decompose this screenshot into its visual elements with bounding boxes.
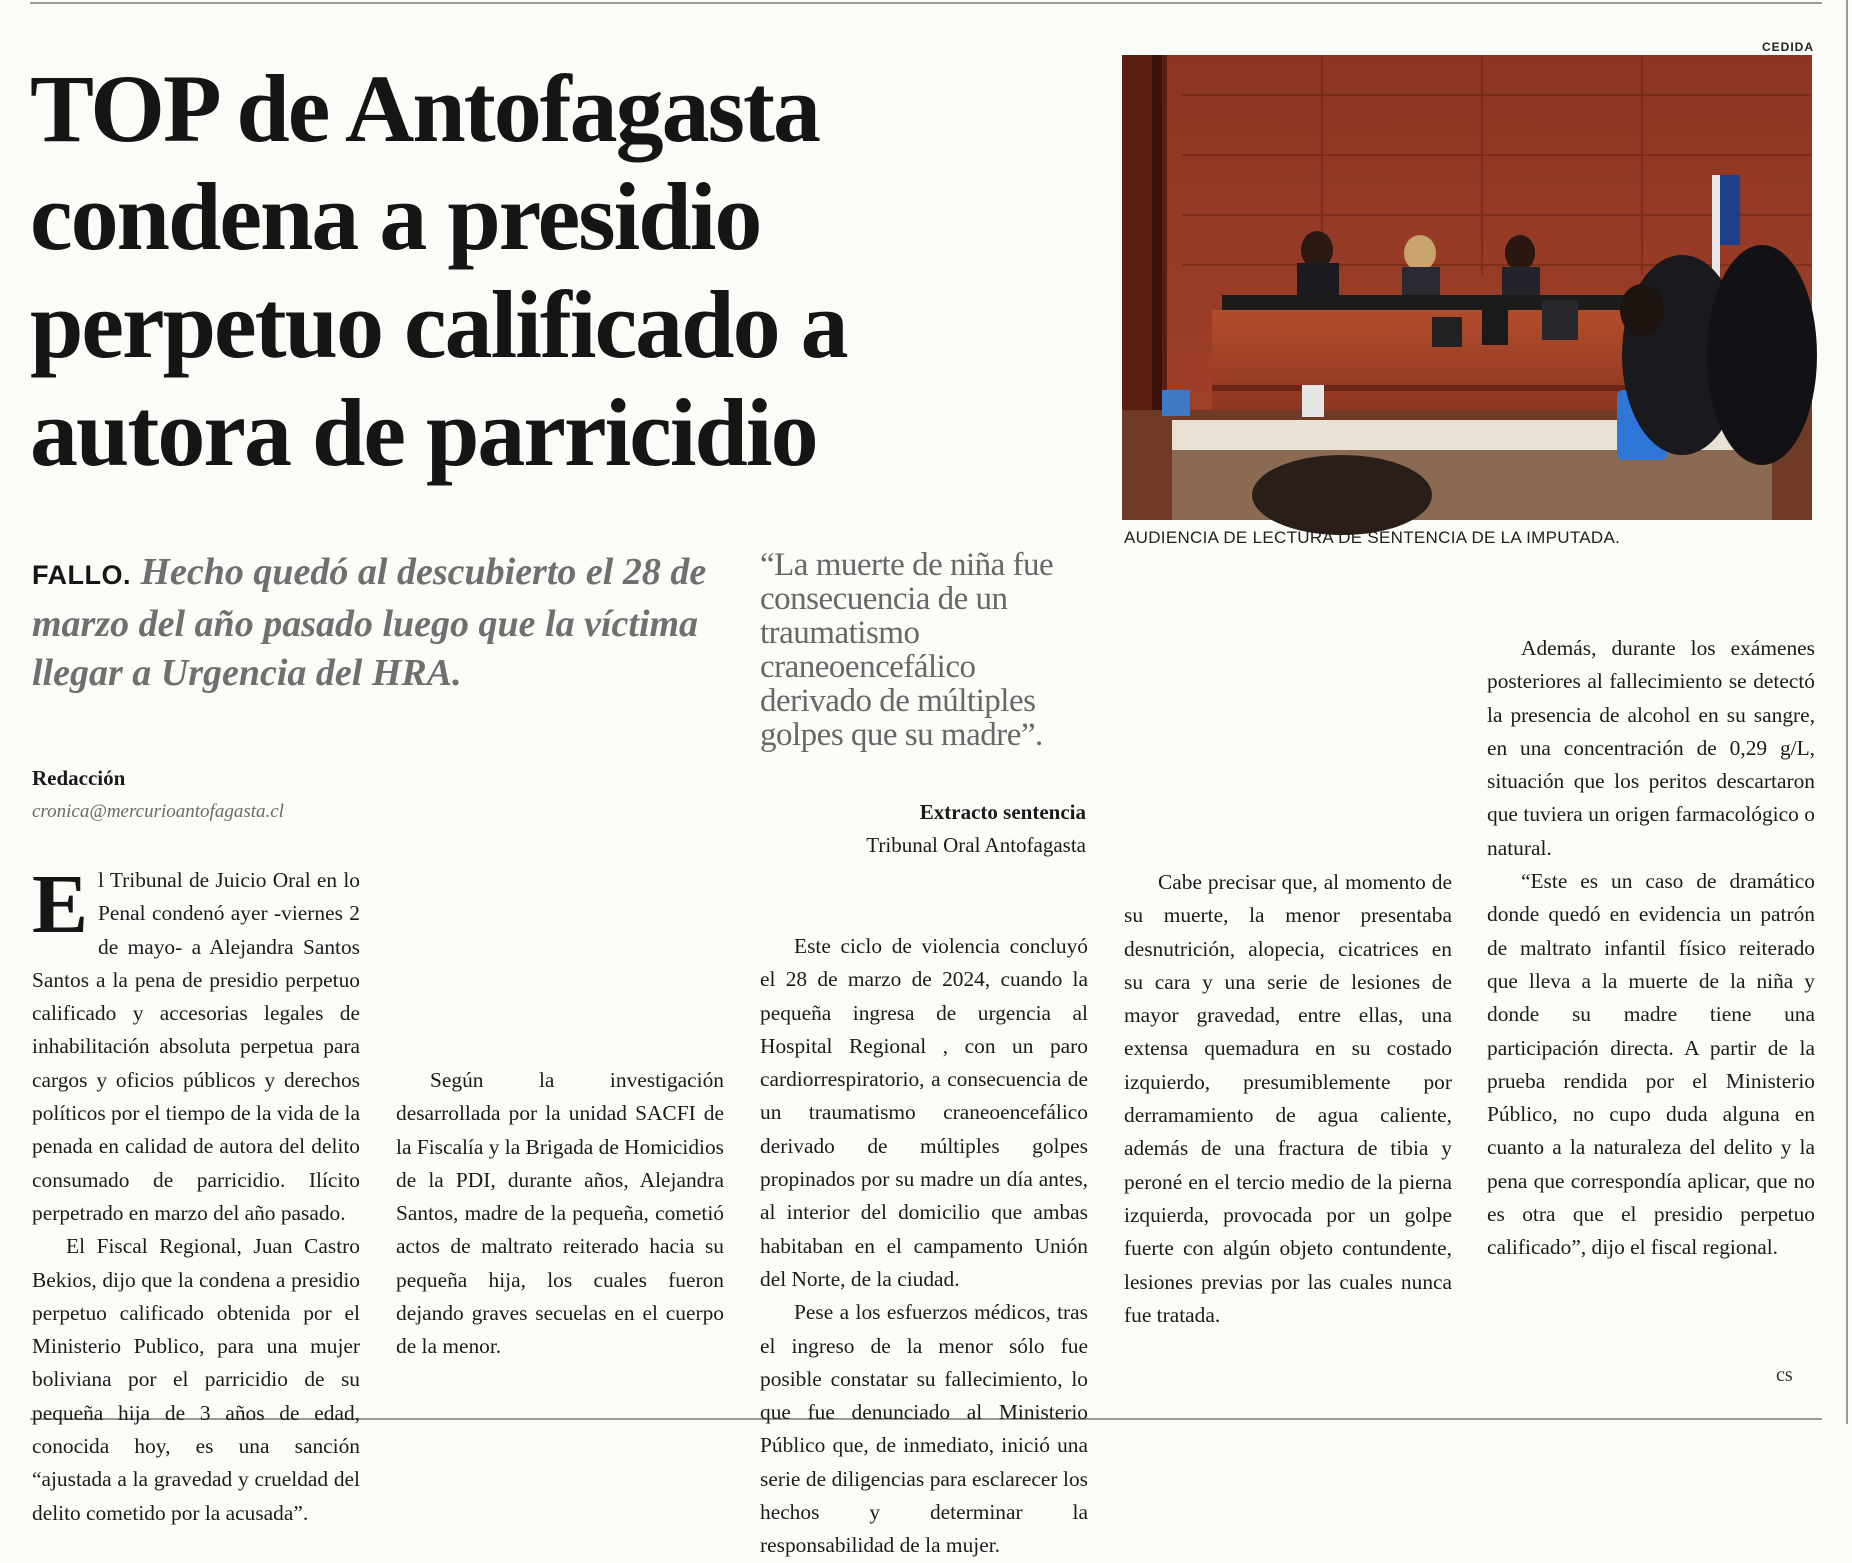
byline-author: Redacción — [32, 766, 126, 790]
quote-source-name: Tribunal Oral Antofagasta — [866, 833, 1086, 857]
article-column-5 — [1487, 632, 1815, 1392]
deck-label: FALLO. — [32, 560, 131, 590]
article-column-3 — [760, 930, 1088, 1558]
article-paragraph — [760, 1296, 1088, 1562]
byline — [32, 762, 362, 828]
end-mark-icon: cs — [1776, 1364, 1793, 1386]
article-paragraph — [1124, 866, 1452, 1332]
headline: TOP de Antofagasta condena a presidio perpetuo calificado a autora de parricidio — [30, 55, 847, 486]
paragraph-text: El Fiscal Regional, Juan Castro Bekios, dijo que la condena a presidio perpetuo calificado obtenida por el Ministerio Publico, para una mujer boliviana por el parricidio de su pequeña hija de 3 años de edad, conocida hoy, es una sanción “ajustada a la gravedad y crueldad del delito cometido por la acusada”. — [32, 1234, 360, 1525]
article-paragraph — [32, 858, 360, 1230]
paragraph-text: l Tribunal de Juicio Oral en lo Penal condenó ayer -viernes 2 de mayo- a Alejandra Santos Santos a la pena de presidio perpetuo calificado y accesorias legales de inhabilitación absoluta perpetua para cargos y oficios públicos y derechos políticos por el tiempo de la vida de la penada en calidad de autora del delito consumado de parricidio. Ilícito perpetrado en marzo del año pasado. — [32, 868, 360, 1225]
quote-source — [760, 796, 1086, 862]
article-paragraph — [760, 930, 1088, 1296]
quote-source-title: Extracto sentencia — [919, 800, 1086, 824]
article-column-4 — [1124, 598, 1452, 1392]
photo-caption: AUDIENCIA DE LECTURA DE SENTENCIA DE LA IMPUTADA. — [1124, 528, 1621, 547]
article-paragraph — [1487, 865, 1815, 1265]
pull-quote: “La muerte de niña fue consecuencia de un traumatismo craneoencefálico derivado de múltiples golpes que su madre”. — [760, 547, 1054, 753]
paragraph-text: Además, durante los exámenes posteriores al fallecimiento se detectó la presencia de alcohol en su sangre, en una concentración de 0,29 g/L, situación que los peritos descartaron que tuviera un origen farmacológico o natural. — [1487, 636, 1815, 860]
courtroom-photo — [1122, 55, 1812, 520]
article-paragraph — [1487, 632, 1815, 865]
article-column-2 — [396, 764, 724, 1392]
paragraph-text: Según la investigación desarrollada por la unidad SACFI de la Fiscalía y la Brigada de Homicidios de la PDI, durante años, Alejandra Santos, madre de la pequeña, cometió actos de maltrato reiterado hacia su pequeña hija, los cuales fueron dejando graves secuelas en el cuerpo de la menor. — [396, 1068, 724, 1359]
drop-cap: E — [32, 858, 89, 951]
paragraph-text: “Este es un caso de dramático donde quedó en evidencia un patrón de maltrato infantil físico reiterado que lleva a la muerte de la niña y donde su madre tiene una participación directa. A partir de la prueba rendida por el Ministerio Público, no cupo duda alguna en cuanto a la naturaleza del delito y la pena que correspondía aplicar, que no es otra que el presidio perpetuo calificado”, dijo el fiscal regional. — [1487, 869, 1815, 1260]
deck-text: Hecho quedó al descubierto el 28 de marzo del año pasado luego que la víctima llegar a Urgencia del HRA. — [32, 551, 707, 694]
byline-email[interactable]: cronica@mercurioantofagasta.cl — [32, 801, 284, 822]
article-paragraph — [32, 1230, 360, 1530]
article-paragraph — [396, 1064, 724, 1364]
right-rule — [1846, 0, 1848, 1424]
article-column-1 — [32, 858, 360, 1525]
photo-credit: CEDIDA — [1761, 40, 1814, 54]
deck — [32, 548, 732, 698]
paragraph-text: Cabe precisar que, al momento de su muerte, la menor presentaba desnutrición, alopecia, cicatrices en su cara y una serie de lesiones de mayor gravedad, entre ellas, una extensa quemadura en su costado izquierdo, presumiblemente por derramamiento de agua caliente, además de una fractura de tibia y peroné en el tercio medio de la pierna izquierda, provocada por un golpe fuerte con algún objeto contundente, lesiones previas por las cuales nunca fue tratada. — [1124, 870, 1452, 1327]
top-rule — [30, 2, 1822, 4]
paragraph-text: Pese a los esfuerzos médicos, tras el ingreso de la menor sólo fue posible constatar su fallecimiento, lo que fue denunciado al Ministerio Público que, de inmediato, inició una serie de diligencias para esclarecer los hechos y determinar la responsabilidad de la mujer. — [760, 1300, 1088, 1558]
paragraph-text: Este ciclo de violencia concluyó el 28 de marzo de 2024, cuando la pequeña ingresa de urgencia al Hospital Regional , con un paro cardiorrespiratorio, a consecuencia de un traumatismo craneoencefálico derivado de múltiples golpes propinados por su madre un día antes, al interior del domicilio que ambas habitaban en el campamento Unión del Norte, de la ciudad. — [760, 934, 1088, 1291]
